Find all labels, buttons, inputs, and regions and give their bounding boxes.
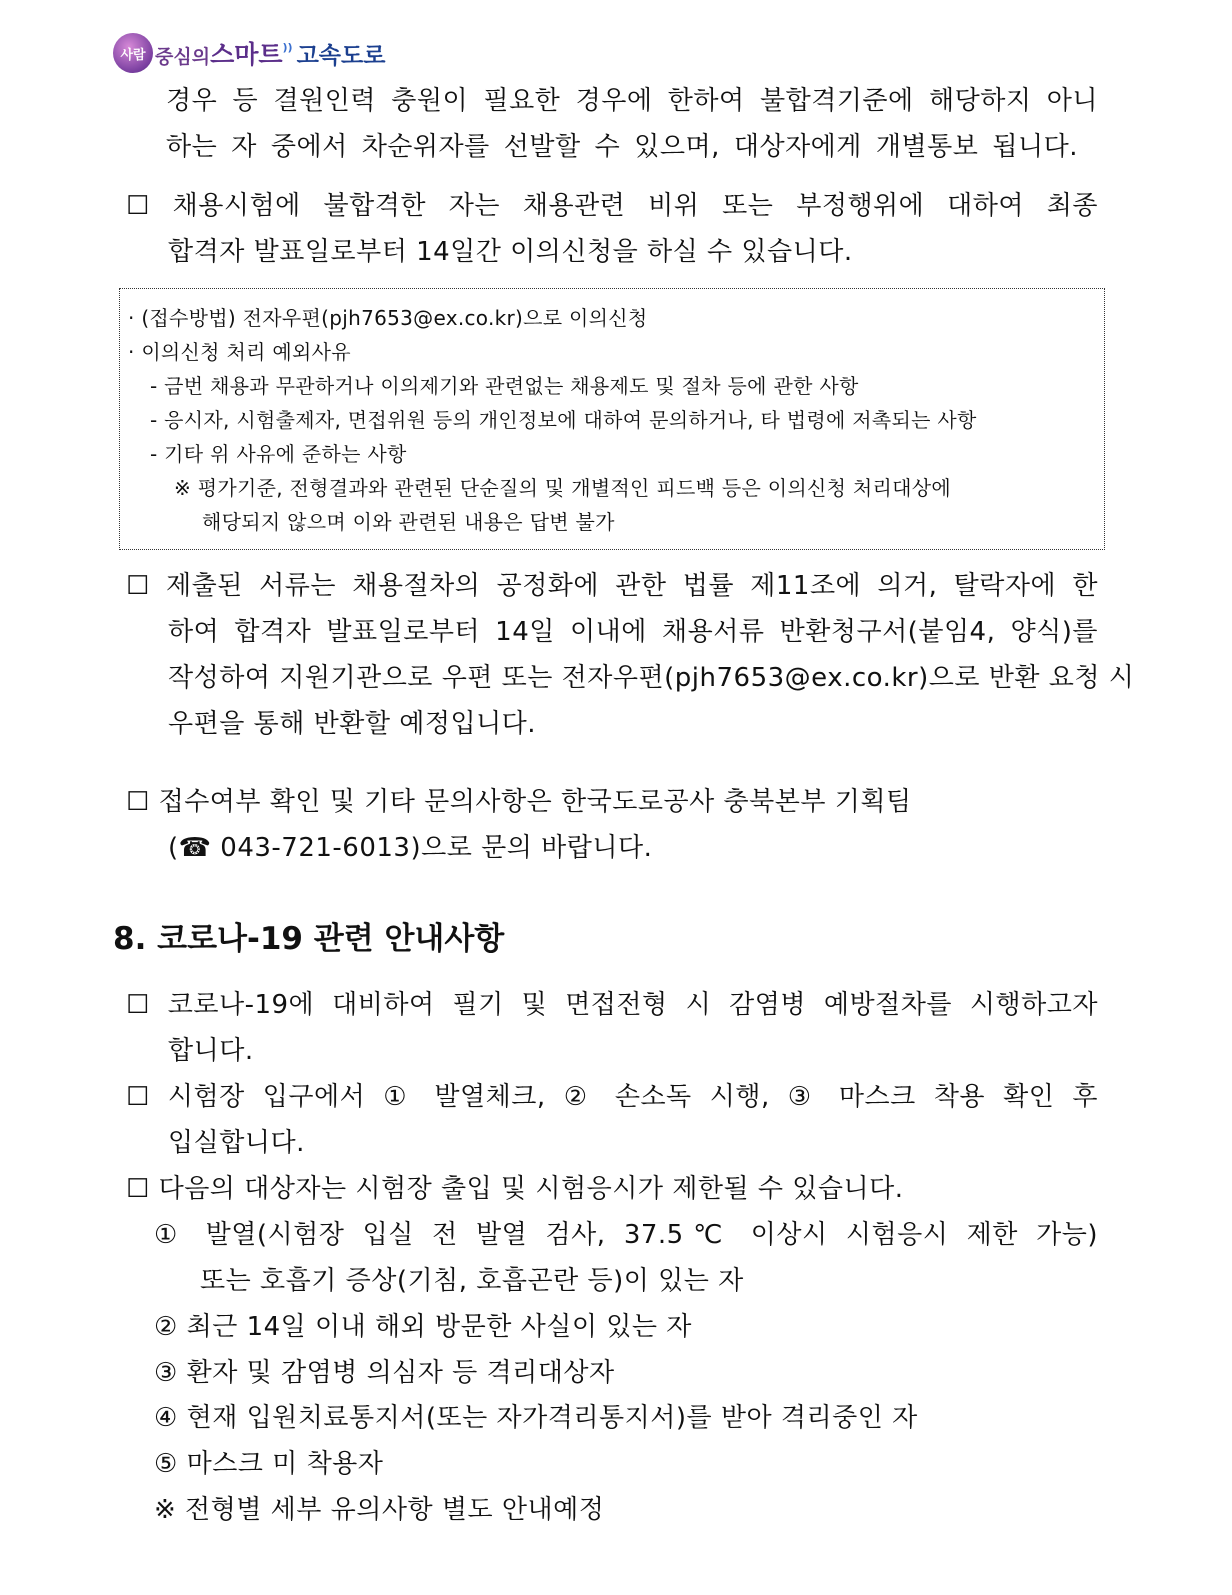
notice-line: - 응시자, 시험출제자, 면접위원 등의 개인정보에 대하여 문의하거나, 타 법령에 저촉되는 사항	[150, 408, 977, 432]
paragraph-line: ☐ 시험장 입구에서 ① 발열체크, ② 손소독 시행, ③ 마스크 착용 확인 후	[126, 1082, 1098, 1112]
list-item: 또는 호흡기 증상(기침, 호흡곤란 등)이 있는 자	[200, 1266, 744, 1296]
note-line: ※ 전형별 세부 유의사항 별도 안내예정	[154, 1495, 605, 1525]
paragraph-line: 하는 자 중에서 차순위자를 선발할 수 있으며, 대상자에게 개별통보 됩니다.	[166, 132, 1078, 162]
list-item: ② 최근 14일 이내 해외 방문한 사실이 있는 자	[154, 1312, 692, 1342]
notice-line: ※ 평가기준, 전형결과와 관련된 단순질의 및 개별적인 피드백 등은 이의신청 처리대상에	[174, 476, 951, 500]
notice-line: 해당되지 않으며 이와 관련된 내용은 답변 불가	[202, 510, 615, 534]
paragraph-line: 경우 등 결원인력 충원이 필요한 경우에 한하여 불합격기준에 해당하지 아니	[166, 86, 1098, 116]
logo-badge: 사람	[113, 33, 153, 73]
list-item: ⑤ 마스크 미 착용자	[154, 1449, 384, 1479]
paragraph-line: ☐ 접수여부 확인 및 기타 문의사항은 한국도로공사 충북본부 기획팀	[126, 787, 912, 817]
logo-part2: 스마트	[210, 40, 283, 69]
list-item: ③ 환자 및 감염병 의심자 등 격리대상자	[154, 1358, 615, 1388]
paragraph-line: 합니다.	[168, 1036, 254, 1066]
paragraph-line: 하여 합격자 발표일로부터 14일 이내에 채용서류 반환청구서(붙임4, 양식)를	[168, 617, 1098, 647]
notice-box	[119, 288, 1105, 550]
logo-part3: 고속도로	[296, 43, 386, 69]
logo-text	[155, 35, 385, 71]
list-item: ① 발열(시험장 입실 전 발열 검사, 37.5℃ 이상시 시험응시 제한 가능)	[154, 1220, 1098, 1250]
notice-line: · 이의신청 처리 예외사유	[128, 340, 351, 364]
signal-icon: ))	[282, 41, 293, 54]
paragraph-line: ☐ 다음의 대상자는 시험장 출입 및 시험응시가 제한될 수 있습니다.	[126, 1174, 904, 1204]
list-item: ④ 현재 입원치료통지서(또는 자가격리통지서)를 받아 격리중인 자	[154, 1403, 918, 1433]
paragraph-line: (☎ 043-721-6013)으로 문의 바랍니다.	[168, 833, 653, 863]
logo-part1: 중심의	[155, 46, 211, 68]
paragraph-line: 작성하여 지원기관으로 우편 또는 전자우편(pjh7653@ex.co.kr)으로 반환 요청 시	[168, 663, 1135, 693]
section-heading: 8. 코로나-19 관련 안내사항	[113, 921, 505, 957]
paragraph-line: ☐ 채용시험에 불합격한 자는 채용관련 비위 또는 부정행위에 대하여 최종	[126, 191, 1098, 221]
paragraph-line: 입실합니다.	[168, 1128, 305, 1158]
paragraph-line: ☐ 코로나-19에 대비하여 필기 및 면접전형 시 감염병 예방절차를 시행하고자	[126, 990, 1098, 1020]
paragraph-line: ☐ 제출된 서류는 채용절차의 공정화에 관한 법률 제11조에 의거, 탈락자에 한	[126, 571, 1098, 601]
header-logo	[113, 30, 385, 76]
paragraph-line: 합격자 발표일로부터 14일간 이의신청을 하실 수 있습니다.	[168, 237, 853, 267]
paragraph-line: 우편을 통해 반환할 예정입니다.	[168, 709, 537, 739]
notice-line: - 금번 채용과 무관하거나 이의제기와 관련없는 채용제도 및 절차 등에 관한 사항	[150, 374, 859, 398]
notice-line: · (접수방법) 전자우편(pjh7653@ex.co.kr)으로 이의신청	[128, 306, 648, 330]
notice-line: - 기타 위 사유에 준하는 사항	[150, 442, 407, 466]
